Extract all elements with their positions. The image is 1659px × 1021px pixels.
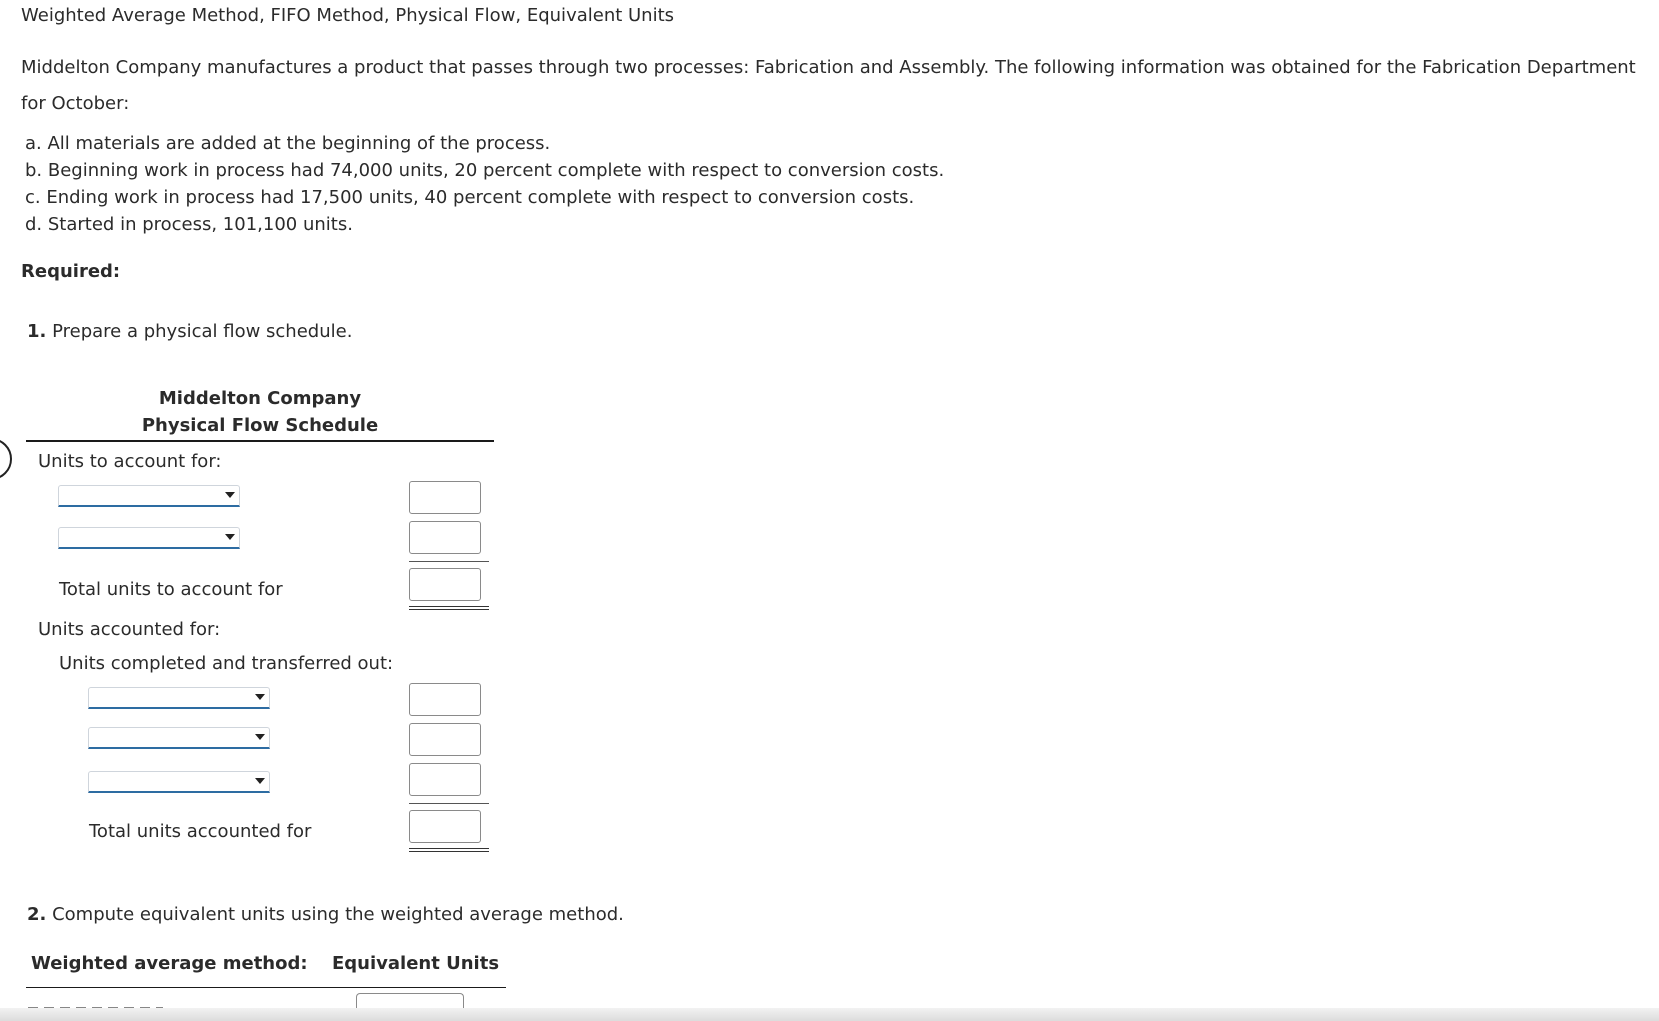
page-title: Weighted Average Method, FIFO Method, Physical Flow, Equivalent Units (21, 5, 675, 26)
schedule-title: Physical Flow Schedule (141, 415, 379, 436)
page-bottom-edge (0, 1008, 1659, 1021)
units-accounted-for-dropdown-1[interactable] (88, 687, 270, 709)
scroll-marker-icon (0, 438, 12, 480)
units-to-account-for-input-1[interactable] (409, 481, 481, 514)
fact-d: d. Started in process, 101,100 units. (25, 214, 353, 235)
chevron-down-icon (255, 694, 265, 700)
question-1 (27, 320, 352, 344)
total-double-rule (409, 848, 489, 852)
schedule-company: Middelton Company (158, 388, 362, 409)
units-accounted-for-input-2[interactable] (409, 723, 481, 756)
weighted-average-method-label: Weighted average method: (31, 953, 308, 974)
question-2 (27, 903, 624, 927)
fact-b: b. Beginning work in process had 74,000 units, 20 percent complete with respect to conversion costs. (25, 160, 945, 181)
units-accounted-for-dropdown-2[interactable] (88, 727, 270, 749)
required-heading: Required: (21, 261, 121, 282)
subtotal-rule (409, 561, 489, 562)
units-to-account-for-input-2[interactable] (409, 521, 481, 554)
question-1-text: Prepare a physical flow schedule. (46, 321, 353, 342)
units-to-account-for-dropdown-2[interactable] (58, 527, 240, 549)
total-units-accounted-for-input[interactable] (409, 810, 481, 843)
schedule-header-rule (26, 440, 494, 442)
question-2-text: Compute equivalent units using the weighted average method. (46, 904, 624, 925)
intro-text-line-2: for October: (21, 93, 130, 114)
total-units-accounted-for-label: Total units accounted for (89, 821, 312, 842)
chevron-down-icon (255, 734, 265, 740)
units-to-account-for-label: Units to account for: (38, 451, 222, 472)
units-to-account-for-dropdown-1[interactable] (58, 485, 240, 507)
units-completed-label: Units completed and transferred out: (59, 653, 394, 674)
fact-a: a. All materials are added at the beginning of the process. (25, 133, 551, 154)
weighted-table-header-rule (26, 987, 506, 988)
units-accounted-for-input-1[interactable] (409, 683, 481, 716)
chevron-down-icon (255, 778, 265, 784)
total-units-to-account-for-input[interactable] (409, 568, 481, 601)
question-1-number: 1. (27, 321, 47, 342)
total-double-rule (409, 606, 489, 610)
equivalent-units-column-header: Equivalent Units (332, 953, 500, 974)
units-accounted-for-input-3[interactable] (409, 763, 481, 796)
intro-text-line-1: Middelton Company manufactures a product that passes through two processes: Fabrication and Assembly. The following information was obtained for the Fabrication Department (21, 57, 1636, 78)
fact-c: c. Ending work in process had 17,500 units, 40 percent complete with respect to conversion costs. (25, 187, 915, 208)
total-units-to-account-for-label: Total units to account for (59, 579, 283, 600)
chevron-down-icon (225, 492, 235, 498)
question-2-number: 2. (27, 904, 47, 925)
units-accounted-for-dropdown-3[interactable] (88, 771, 270, 793)
chevron-down-icon (225, 534, 235, 540)
units-accounted-for-label: Units accounted for: (38, 619, 221, 640)
subtotal-rule (409, 803, 489, 804)
